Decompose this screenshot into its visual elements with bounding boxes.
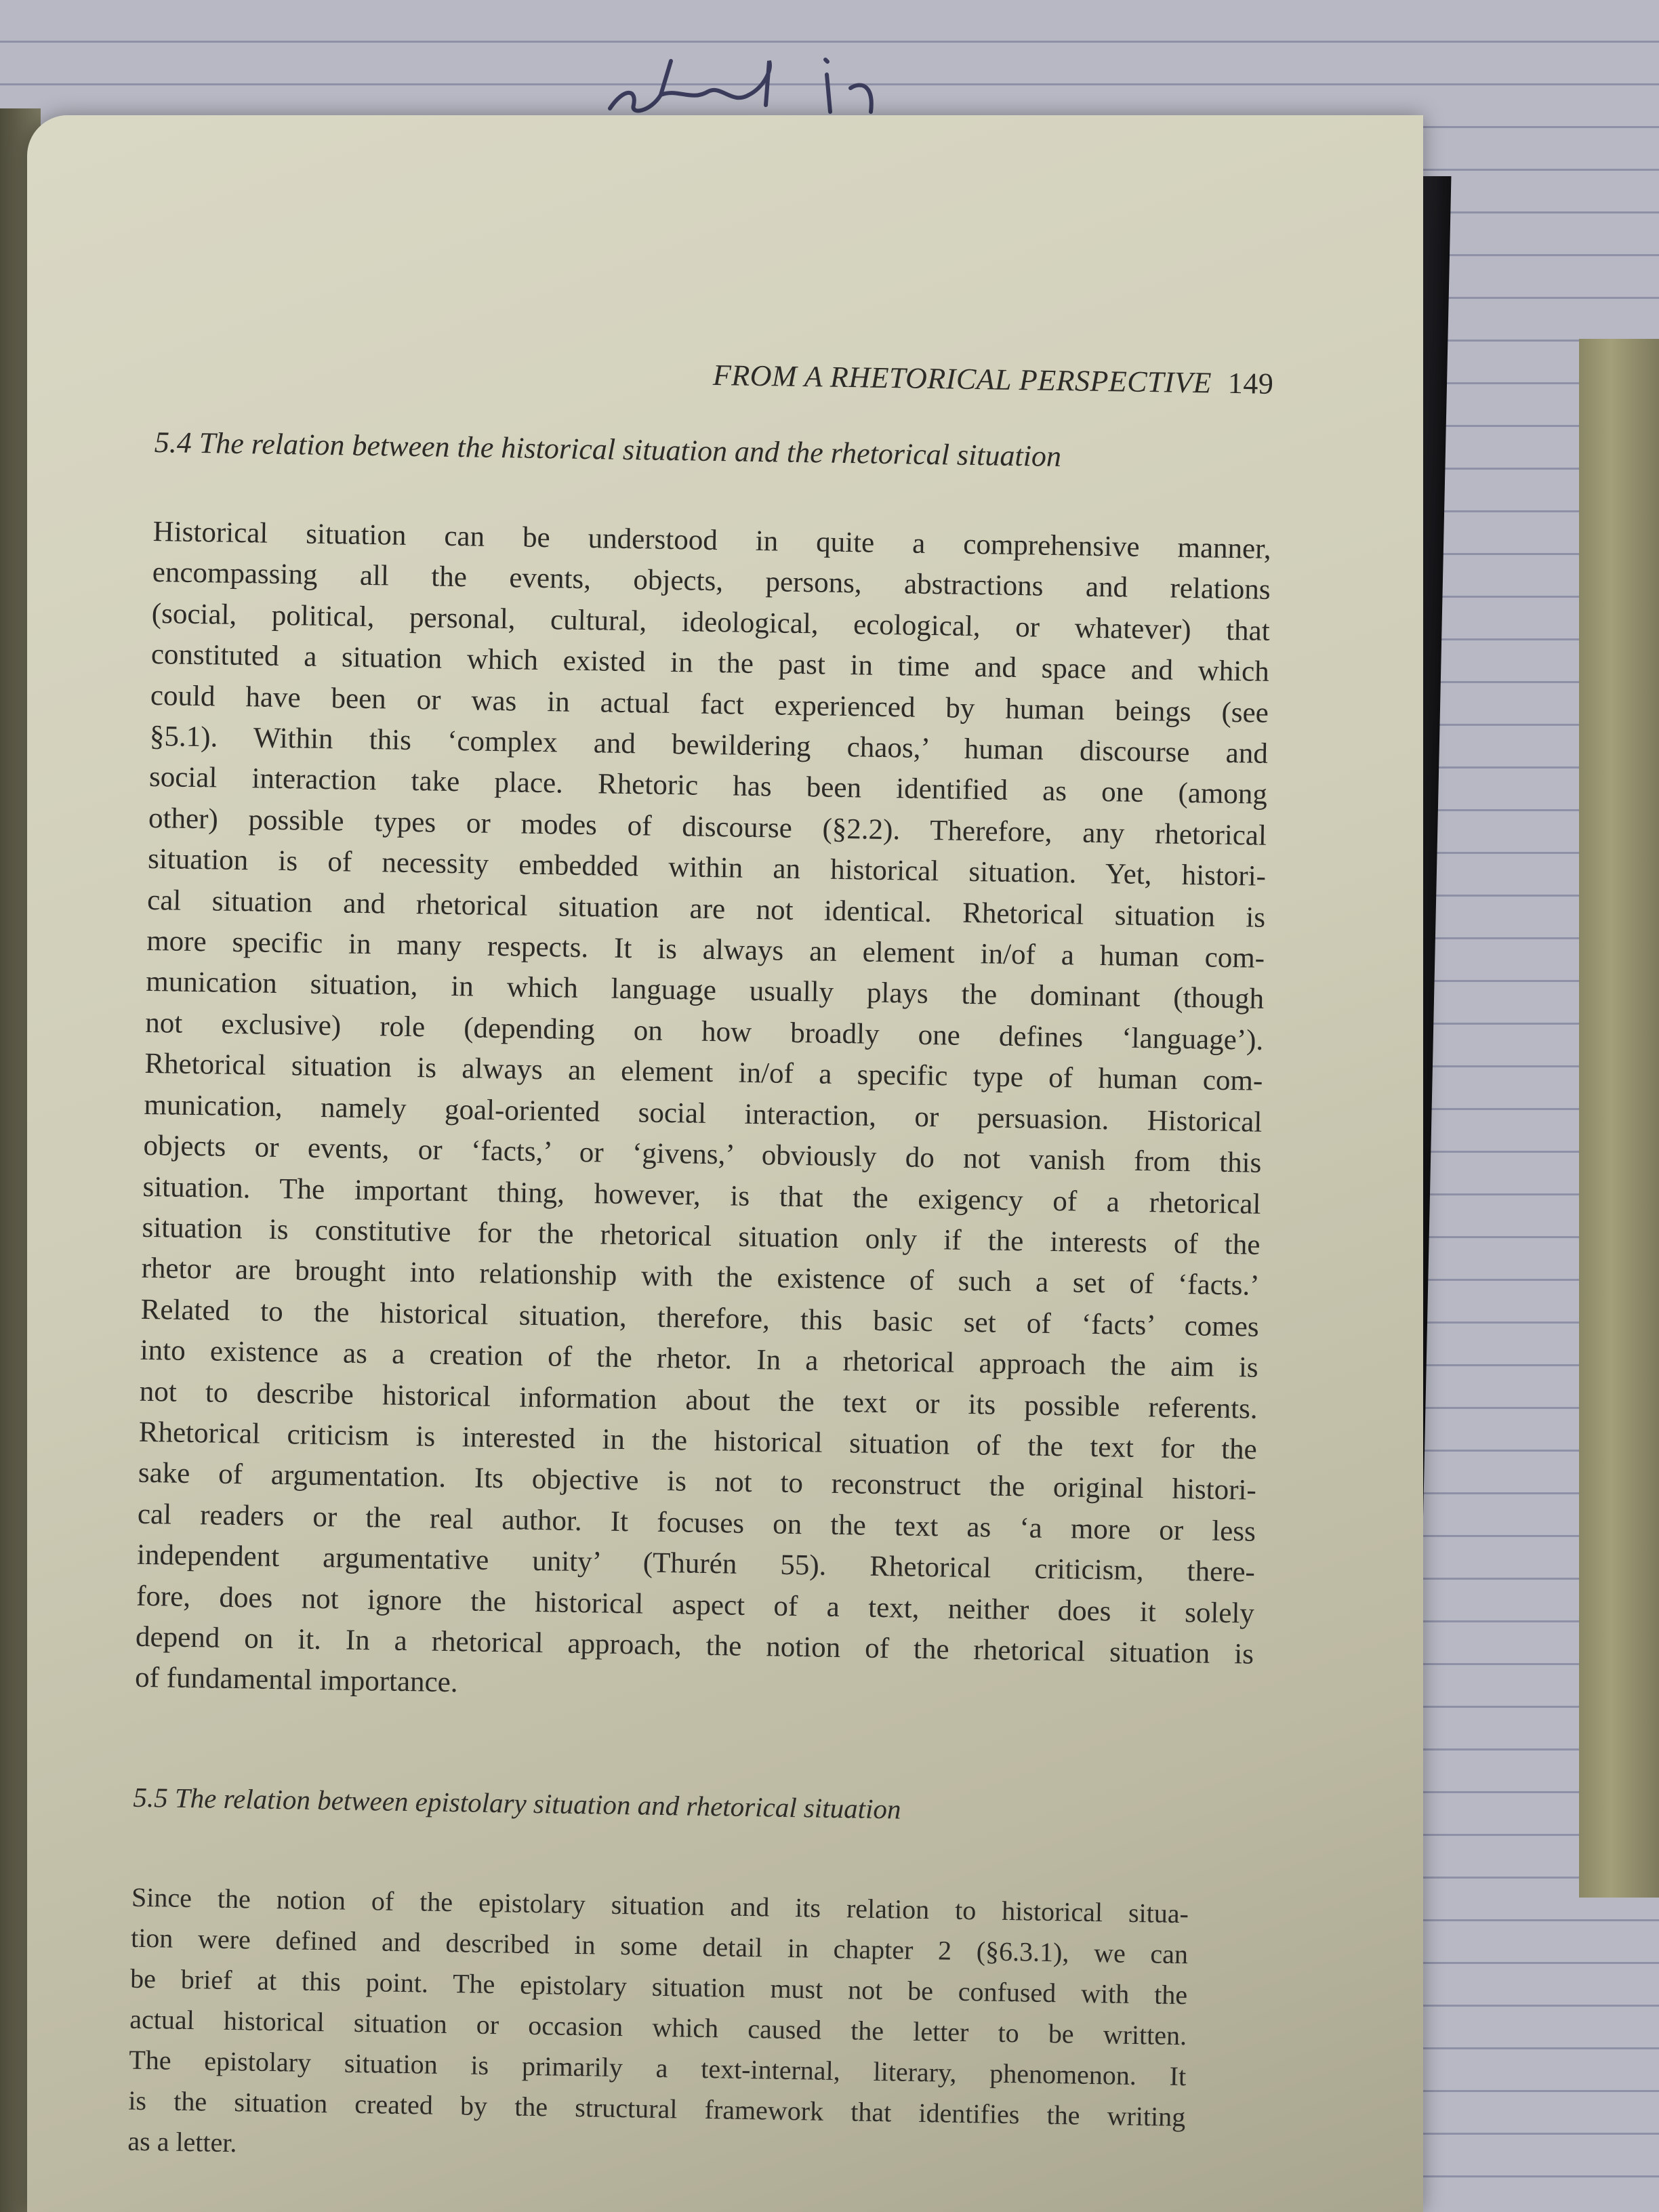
text-line: situation. The important thing, however, is that the exigency of a rhetorical — [142, 1170, 1261, 1221]
text-line: situation is of necessity embedded within an historical situation. Yet, histori- — [147, 843, 1267, 893]
book-page — [27, 115, 1423, 2212]
text-line: social interaction take place. Rhetoric has been identified as one (among — [148, 761, 1268, 811]
text-line: tion were defined and described in some detail in chapter 2 (§6.3.1), we can — [130, 1922, 1189, 1970]
paragraph-5-4 — [135, 512, 1271, 1716]
text-line: rhetor are brought into relationship with the existence of such a set of ‘facts.’ — [141, 1252, 1260, 1303]
text-line: Historical situation can be understood in quite a comprehensive manner, — [152, 515, 1271, 565]
text-line: Since the notion of the epistolary situation and its relation to historical situa- — [131, 1881, 1189, 1929]
page-number: 149 — [1227, 366, 1274, 401]
text-line: fore, does not ignore the historical aspect of a text, neither does it solely — [136, 1580, 1255, 1630]
paragraph-5-5 — [127, 1877, 1189, 2178]
text-line: sake of argumentation. Its objective is not to reconstruct the original histori- — [138, 1457, 1257, 1507]
section-heading-5-5: 5.5 The relation between epistolary situation and rhetorical situation — [133, 1781, 901, 1825]
text-line: not exclusive) role (depending on how broadly one defines ‘language’). — [145, 1006, 1264, 1057]
text-line: is the situation created by the structural framework that identifies the writing — [128, 2085, 1186, 2133]
page-content — [127, 349, 1274, 2158]
text-line: other) possible types or modes of discourse (§2.2). Therefore, any rhetorical — [148, 802, 1267, 852]
text-line: encompassing all the events, objects, persons, abstractions and relations — [152, 556, 1271, 607]
text-line: of fundamental importance. — [134, 1662, 458, 1699]
text-line: constituted a situation which existed in the past in time and space and which — [150, 638, 1270, 689]
text-line: situation is constitutive for the rhetorical situation only if the interests of the — [142, 1211, 1261, 1261]
text-line: be brief at this point. The epistolary situation must not be confused with the — [129, 1963, 1188, 2011]
section-heading-5-4: 5.4 The relation between the historical situation and the rhetorical situation — [154, 425, 1062, 474]
running-head-title: FROM A RHETORICAL PERSPECTIVE — [712, 358, 1212, 400]
text-line: munication situation, in which language usually plays the dominant (though — [145, 966, 1265, 1016]
text-line: cal readers or the real author. It focuses on the text as ‘a more or less — [137, 1498, 1256, 1548]
text-line: Rhetorical criticism is interested in the historical situation of the text for the — [138, 1416, 1258, 1466]
text-line: could have been or was in actual fact experienced by human beings (see — [150, 679, 1269, 729]
text-line: actual historical situation or occasion which caused the letter to be written. — [129, 2003, 1187, 2051]
text-line: independent argumentative unity’ (Thurén 55). Rhetorical criticism, there- — [136, 1538, 1256, 1589]
text-line: §5.1). Within this ‘complex and bewildering chaos,’ human discourse and — [149, 720, 1269, 770]
background-paper-edge — [1579, 339, 1659, 1898]
running-head — [630, 356, 1274, 401]
text-line: (social, political, personal, cultural, ideological, ecological, or whatever) that — [151, 597, 1271, 647]
text-line: Related to the historical situation, therefore, this basic set of ‘facts’ comes — [140, 1293, 1259, 1343]
text-line: munication, namely goal-oriented social interaction, or persuasion. Historical — [144, 1088, 1263, 1139]
text-line: as a letter. — [127, 2125, 237, 2158]
text-line: into existence as a creation of the rhetor. In a rhetorical approach the aim is — [140, 1334, 1258, 1384]
text-line: objects or events, or ‘facts,’ or ‘givens,’ obviously do not vanish from this — [143, 1129, 1262, 1179]
text-line: not to describe historical information about the text or its possible referents. — [139, 1375, 1258, 1425]
text-line: Rhetorical situation is always an element in/of a specific type of human com- — [144, 1048, 1263, 1098]
text-line: more specific in many respects. It is always an element in/of a human com- — [146, 924, 1265, 975]
text-line: cal situation and rhetorical situation are not identical. Rhetorical situation is — [146, 884, 1266, 934]
text-line: depend on it. In a rhetorical approach, the notion of the rhetorical situation is — [135, 1620, 1254, 1671]
text-line: The epistolary situation is primarily a text-internal, literary, phenomenon. It — [128, 2044, 1187, 2092]
